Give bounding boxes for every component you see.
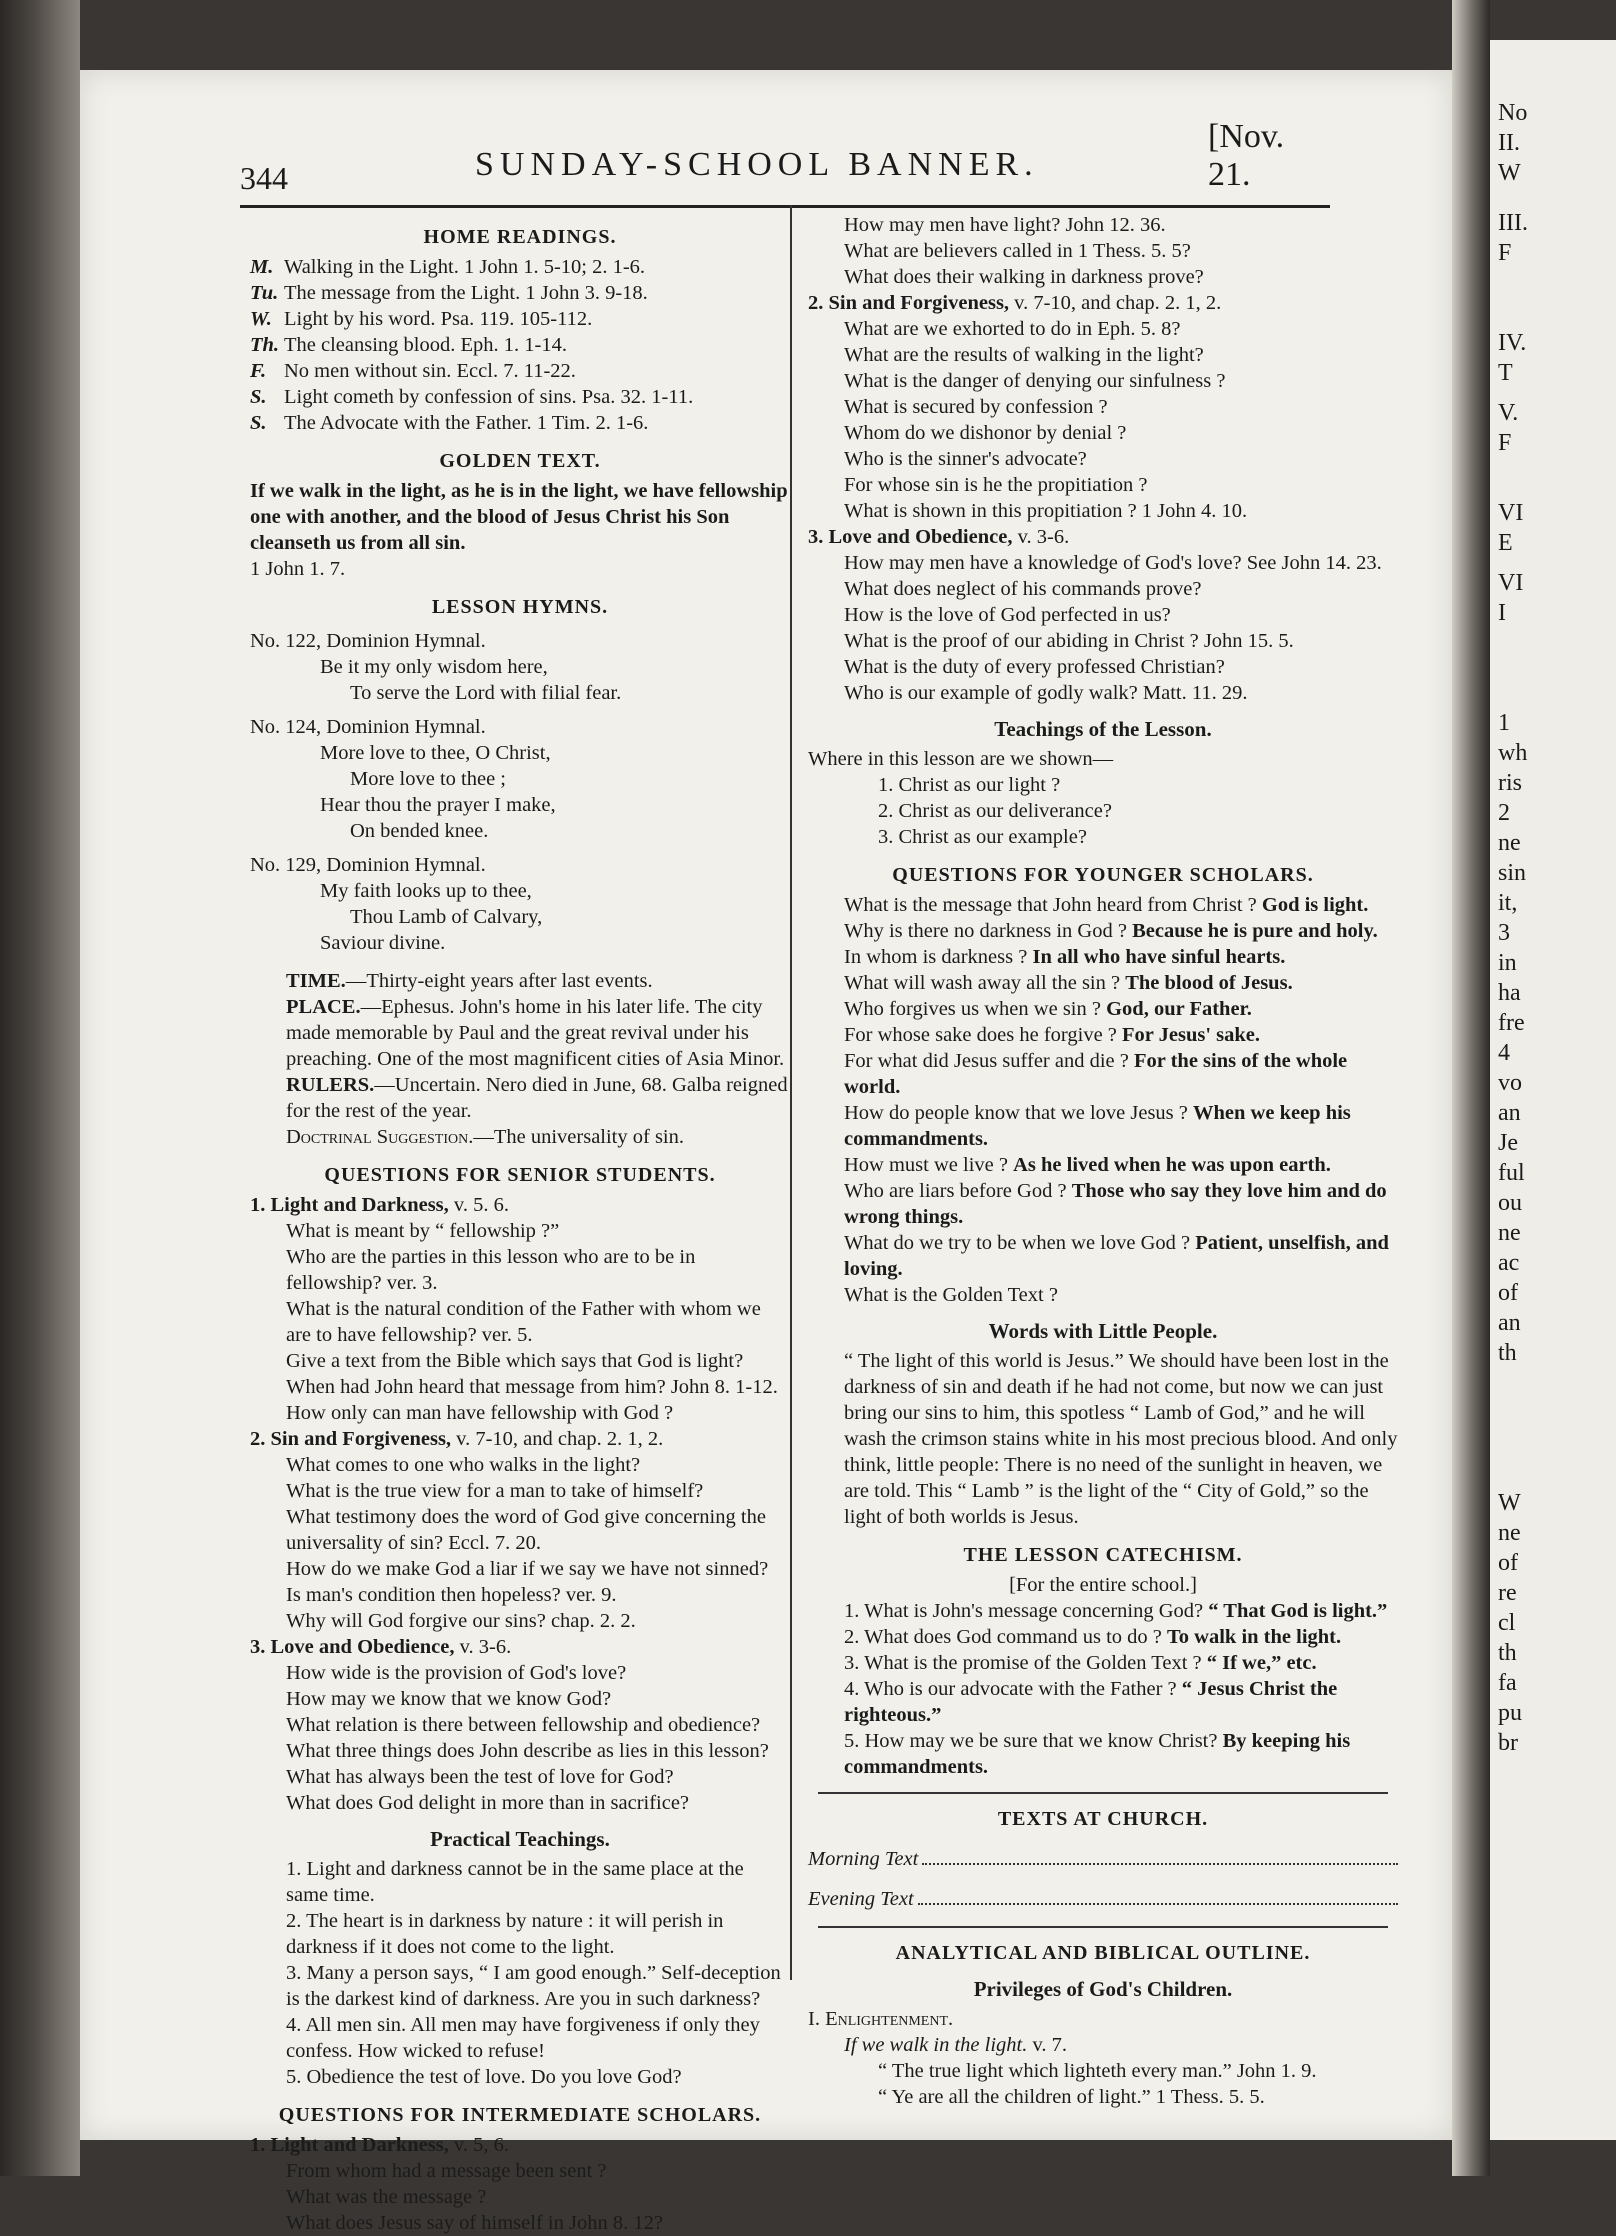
hymn-line: More love to thee ; — [350, 768, 506, 790]
next-page-fragment: T — [1498, 360, 1513, 386]
hymn-line: More love to thee, O Christ, — [320, 742, 551, 764]
doctrinal-para — [250, 1124, 790, 1150]
home-reading-item — [250, 254, 790, 280]
qa-item — [808, 892, 1398, 918]
golden-text-heading: GOLDEN TEXT. — [439, 450, 601, 472]
teachings-intro: Where in this lesson are we shown— — [808, 748, 1114, 770]
outline-i-text-line — [808, 2032, 1398, 2058]
question-item: What is the natural condition of the Father with whom we are to have fellowship? ver. 5. — [286, 1298, 761, 1346]
question-item: “ The true light which lighteth every man.” John 1. 9. — [878, 2060, 1317, 2082]
qa-question: 5. How may we be sure that we know Christ? — [844, 1730, 1218, 1752]
qa-question: What is the message that John heard from Christ ? — [844, 894, 1257, 916]
younger-qa-list — [808, 892, 1398, 1308]
next-page-fragment: of — [1498, 1550, 1518, 1576]
qa-item — [808, 1152, 1398, 1178]
left-column — [250, 212, 790, 2236]
question-item: What is meant by “ fellowship ?” — [286, 1220, 560, 1242]
qa-answer: For the sins of the whole world. — [844, 1050, 1348, 1098]
right-q3-list — [808, 550, 1398, 706]
qa-question: For whose sake does he forgive ? — [844, 1024, 1117, 1046]
reading-day: Th. — [250, 334, 280, 356]
qa-question: How must we live ? — [844, 1154, 1008, 1176]
question-item: Why will God forgive our sins? chap. 2. 2. — [286, 1610, 636, 1632]
qa-question: In whom is darkness ? — [844, 946, 1028, 968]
question-item: What is the proof of our abiding in Christ ? John 15. 5. — [844, 630, 1294, 652]
next-page-fragment: W — [1498, 1490, 1521, 1516]
next-page-fragment: ris — [1498, 770, 1522, 796]
intermediate-s1-title: 1. Light and Darkness, — [250, 2134, 449, 2156]
catechism-list — [808, 1598, 1398, 1780]
question-item: What relation is there between fellowship and obedience? — [286, 1714, 761, 1736]
qa-item — [808, 1282, 1398, 1308]
next-page-fragment: of — [1498, 1280, 1518, 1306]
hymn-line: Be it my only wisdom here, — [320, 656, 548, 678]
qa-item — [808, 1650, 1398, 1676]
next-page-fragment: ha — [1498, 980, 1521, 1006]
question-item: 3. Christ as our example? — [878, 826, 1087, 848]
next-page-fragment: F — [1498, 240, 1512, 266]
qa-question: What do we try to be when we love God ? — [844, 1232, 1191, 1254]
next-page-fragment: fa — [1498, 1670, 1517, 1696]
reading-day: M. — [250, 256, 274, 278]
question-item: 2. Christ as our deliverance? — [878, 800, 1112, 822]
hymn-line: My faith looks up to thee, — [320, 880, 532, 902]
right-s2 — [808, 290, 1398, 316]
next-page-fragment: ou — [1498, 1190, 1522, 1216]
question-item: What is shown in this propitiation ? 1 John 4. 10. — [844, 500, 1248, 522]
senior-s2 — [250, 1426, 790, 1452]
reading-text: Light cometh by confession of sins. Psa. 32. 1-11. — [284, 386, 694, 408]
younger-heading: QUESTIONS FOR YOUNGER SCHOLARS. — [892, 864, 1314, 886]
qa-question: Who are liars before God ? — [844, 1180, 1067, 1202]
senior-q3-list — [250, 1660, 790, 1816]
qa-answer: “ If we,” etc. — [1206, 1652, 1317, 1674]
book-binding — [0, 0, 80, 2176]
qa-answer: God, our Father. — [1106, 998, 1252, 1020]
next-page-fragment: ne — [1498, 1520, 1521, 1546]
next-page-edge — [1490, 40, 1616, 2140]
next-page-fragment: 3 — [1498, 920, 1510, 946]
qa-item — [808, 1598, 1398, 1624]
question-item: For whose sin is he the propitiation ? — [844, 474, 1148, 496]
hymn-line: Saviour divine. — [320, 932, 446, 954]
qa-item — [808, 1230, 1398, 1282]
qa-answer: When we keep his commandments. — [844, 1102, 1351, 1150]
time-text: —Thirty-eight years after last events. — [345, 970, 653, 992]
hymn-title: No. 122, Dominion Hymnal. — [250, 630, 486, 652]
question-item: 5. Obedience the test of love. Do you love God? — [286, 2066, 682, 2088]
outline-heading: ANALYTICAL AND BIBLICAL OUTLINE. — [895, 1942, 1311, 1964]
qa-item — [808, 1624, 1398, 1650]
reading-day: S. — [250, 386, 267, 408]
reading-text: Walking in the Light. 1 John 1. 5-10; 2. 1-6. — [284, 256, 646, 278]
hymn-line: On bended knee. — [350, 820, 489, 842]
reading-text: The Advocate with the Father. 1 Tim. 2. 1-6. — [284, 412, 649, 434]
outline-quotes — [808, 2058, 1398, 2110]
outline-point-i: I. Enlightenment. — [808, 2008, 954, 2030]
time-label: TIME. — [286, 970, 346, 992]
senior-s3-ref: v. 3-6. — [454, 1636, 512, 1658]
rulers-text: —Uncertain. Nero died in June, 68. Galba reigned for the rest of the year. — [286, 1074, 788, 1122]
question-item: What are the results of walking in the light? — [844, 344, 1204, 366]
next-page-fragment: E — [1498, 530, 1513, 556]
question-item: Who are the parties in this lesson who are to be in fellowship? ver. 3. — [286, 1246, 696, 1294]
right-s3-ref: v. 3-6. — [1012, 526, 1070, 548]
question-item: What does neglect of his commands prove? — [844, 578, 1202, 600]
question-item: What is secured by confession ? — [844, 396, 1108, 418]
doctrinal-label: Doctrinal Suggestion. — [286, 1126, 474, 1148]
catechism-sub: [For the entire school.] — [1009, 1574, 1197, 1596]
column-rule — [790, 205, 792, 1980]
question-item: What three things does John describe as lies in this lesson? — [286, 1740, 769, 1762]
home-reading-item — [250, 332, 790, 358]
section-divider-2 — [818, 1926, 1388, 1928]
hymn-line: Thou Lamb of Calvary, — [350, 906, 543, 928]
next-page-fragment: th — [1498, 1340, 1517, 1366]
texts-church-heading: TEXTS AT CHURCH. — [997, 1808, 1209, 1830]
question-item: What does their walking in darkness prove? — [844, 266, 1204, 288]
question-item: 4. All men sin. All men may have forgiveness if only they confess. How wicked to refuse! — [286, 2014, 760, 2062]
senior-s2-title: 2. Sin and Forgiveness, — [250, 1428, 452, 1450]
question-item: Whom do we dishonor by denial ? — [844, 422, 1127, 444]
next-page-fragment: 1 — [1498, 710, 1510, 736]
qa-item — [808, 970, 1398, 996]
rulers-label: RULERS. — [286, 1074, 375, 1096]
right-s3 — [808, 524, 1398, 550]
catechism-heading: THE LESSON CATECHISM. — [963, 1544, 1243, 1566]
question-item: Who is our example of godly walk? Matt. 11. 29. — [844, 682, 1248, 704]
running-title: SUNDAY-SCHOOL BANNER. — [475, 146, 1039, 183]
question-item: What testimony does the word of God give concerning the universality of sin? Eccl. 7. 20. — [286, 1506, 766, 1554]
teachings-heading: Teachings of the Lesson. — [994, 717, 1212, 741]
morning-text-label: Morning Text — [808, 1848, 919, 1870]
reading-text: No men without sin. Eccl. 7. 11-22. — [284, 360, 576, 382]
next-page-fragment: it, — [1498, 890, 1518, 916]
next-page-fragment: No — [1498, 100, 1528, 126]
golden-text: If we walk in the light, as he is in the light, we have fellowship one with another, and the blood of Jesus Christ his Son cleanseth us from all sin. — [250, 480, 788, 554]
lesson-hymns-heading: LESSON HYMNS. — [431, 596, 609, 618]
next-page-fragment: VI — [1498, 570, 1524, 596]
question-item: How may men have a knowledge of God's love? See John 14. 23. — [844, 552, 1382, 574]
home-reading-item — [250, 280, 790, 306]
right-column — [808, 212, 1398, 2110]
next-page-fragment: 2 — [1498, 800, 1510, 826]
qa-item — [808, 1728, 1398, 1780]
question-item: How may we know that we know God? — [286, 1688, 612, 1710]
question-item: From whom had a message been sent ? — [286, 2160, 607, 2182]
outline-i-ref: v. 7. — [1027, 2034, 1068, 2056]
next-page-fragment: ne — [1498, 1220, 1521, 1246]
senior-s1-title: 1. Light and Darkness, — [250, 1194, 449, 1216]
question-item: How do we make God a liar if we say we have not sinned? — [286, 1558, 769, 1580]
little-people-text: “ The light of this world is Jesus.” We should have been lost in the darkness of sin and death if he had not come, but now we can just bring our sins to him, this spotless “ Lamb of God,” and he will wash the crimson stains white in his most precious blood. And only think, little people: There is no need of the sunlight in heaven, we are told. This “ Lamb ” is the light of the “ City of Gold,” so the light of both worlds is Jesus. — [844, 1350, 1398, 1528]
next-page-fragment: re — [1498, 1580, 1517, 1606]
golden-text-ref: 1 John 1. 7. — [250, 558, 346, 580]
hymn-line: Hear thou the prayer I make, — [320, 794, 556, 816]
home-reading-item — [250, 306, 790, 332]
right-top-questions — [808, 212, 1398, 290]
senior-q1-list — [250, 1218, 790, 1426]
next-page-fragment: in — [1498, 950, 1517, 976]
question-item: What is the danger of denying our sinfulness ? — [844, 370, 1226, 392]
question-item: 1. Light and darkness cannot be in the same place at the same time. — [286, 1858, 744, 1906]
question-item: How may men have light? John 12. 36. — [844, 214, 1166, 236]
next-page-fragment: VI — [1498, 500, 1524, 526]
intermediate-s1-ref: v. 5, 6. — [448, 2134, 509, 2156]
qa-question: What will wash away all the sin ? — [844, 972, 1121, 994]
qa-answer: “ Jesus Christ the righteous.” — [844, 1678, 1338, 1726]
hymn-title: No. 129, Dominion Hymnal. — [250, 854, 486, 876]
outline-sub: Privileges of God's Children. — [973, 1977, 1233, 2001]
question-item: What is the true view for a man to take of himself? — [286, 1480, 704, 1502]
next-page-fragment: vo — [1498, 1070, 1522, 1096]
question-item: 3. Many a person says, “ I am good enough.” Self-deception is the darkest kind of darkness. Are you in such darkness? — [286, 1962, 781, 2010]
hymn-title: No. 124, Dominion Hymnal. — [250, 716, 486, 738]
qa-item — [808, 1100, 1398, 1152]
place-label: PLACE. — [286, 996, 361, 1018]
senior-s1-ref: v. 5. 6. — [448, 1194, 509, 1216]
qa-question: How do people know that we love Jesus ? — [844, 1102, 1188, 1124]
question-item: How is the love of God perfected in us? — [844, 604, 1171, 626]
book-gutter — [1452, 0, 1490, 2176]
question-item: What is the duty of every professed Christian? — [844, 656, 1225, 678]
qa-item — [808, 996, 1398, 1022]
qa-answer: “ That God is light.” — [1208, 1600, 1388, 1622]
question-item: Is man's condition then hopeless? ver. 9. — [286, 1584, 617, 1606]
time-para — [250, 968, 790, 994]
header-rule — [240, 205, 1330, 208]
right-s2-ref: v. 7-10, and chap. 2. 1, 2. — [1009, 292, 1222, 314]
qa-item — [808, 1676, 1398, 1728]
right-s2-title: 2. Sin and Forgiveness, — [808, 292, 1010, 314]
qa-item — [808, 1178, 1398, 1230]
hymn-list — [250, 628, 790, 956]
next-page-fragment: an — [1498, 1310, 1521, 1336]
question-item: What comes to one who walks in the light? — [286, 1454, 641, 1476]
question-item: 2. The heart is in darkness by nature : it will perish in darkness if it does not come to the light. — [286, 1910, 724, 1958]
teachings-list — [808, 772, 1398, 850]
next-page-fragment: ful — [1498, 1160, 1525, 1186]
senior-q2-list — [250, 1452, 790, 1634]
evening-text-line — [808, 1886, 1398, 1912]
evening-text-label: Evening Text — [808, 1888, 914, 1910]
question-item: What has always been the test of love for God? — [286, 1766, 674, 1788]
question-item: 1. Christ as our light ? — [878, 774, 1061, 796]
question-item: Who is the sinner's advocate? — [844, 448, 1087, 470]
question-item: What does Jesus say of himself in John 8. 12? — [286, 2212, 663, 2234]
question-item: What was the message ? — [286, 2186, 487, 2208]
outline-i-text: If we walk in the light. — [844, 2034, 1028, 2056]
question-item: How only can man have fellowship with God ? — [286, 1402, 674, 1424]
page-header — [240, 118, 1330, 196]
next-page-fragment: Je — [1498, 1130, 1518, 1156]
intermediate-heading: QUESTIONS FOR INTERMEDIATE SCHOLARS. — [278, 2104, 762, 2126]
question-item: “ Ye are all the children of light.” 1 Thess. 5. 5. — [878, 2086, 1265, 2108]
reading-day: S. — [250, 412, 267, 434]
qa-item — [808, 944, 1398, 970]
doctrinal-text: —The universality of sin. — [473, 1126, 684, 1148]
next-page-fragment: pu — [1498, 1700, 1522, 1726]
qa-answer: As he lived when he was upon earth. — [1013, 1154, 1331, 1176]
intermediate-s1 — [250, 2132, 790, 2158]
qa-item — [808, 1022, 1398, 1048]
qa-item — [808, 918, 1398, 944]
qa-answer: In all who have sinful hearts. — [1032, 946, 1286, 968]
hymn-line: To serve the Lord with filial fear. — [350, 682, 622, 704]
next-page-fragment: II. — [1498, 130, 1520, 156]
practical-list — [250, 1856, 790, 2090]
home-reading-item — [250, 410, 790, 436]
qa-question: Why is there no darkness in God ? — [844, 920, 1127, 942]
qa-question: What is the Golden Text ? — [844, 1284, 1058, 1306]
running-date: [Nov. 21. — [1208, 118, 1285, 193]
qa-answer: To walk in the light. — [1167, 1626, 1342, 1648]
right-s3-title: 3. Love and Obedience, — [808, 526, 1013, 548]
home-reading-item — [250, 384, 790, 410]
place-text: —Ephesus. John's home in his later life. The city made memorable by Paul and the great revival under his preaching. One of the most magnificent cities of Asia Minor. — [286, 996, 785, 1070]
next-page-fragment: I — [1498, 600, 1506, 626]
senior-s2-ref: v. 7-10, and chap. 2. 1, 2. — [451, 1428, 664, 1450]
qa-answer: Those who say they love him and do wrong things. — [844, 1180, 1387, 1228]
next-page-fragment: F — [1498, 430, 1512, 456]
right-q2-list — [808, 316, 1398, 524]
reading-text: The cleansing blood. Eph. 1. 1-14. — [284, 334, 567, 356]
next-page-fragment: W — [1498, 160, 1521, 186]
reading-text: The message from the Light. 1 John 3. 9-18. — [284, 282, 648, 304]
section-divider — [818, 1792, 1388, 1794]
senior-s3-title: 3. Love and Obedience, — [250, 1636, 455, 1658]
qa-item — [808, 1048, 1398, 1100]
question-item: What are we exhorted to do in Eph. 5. 8? — [844, 318, 1181, 340]
qa-question: Who forgives us when we sin ? — [844, 998, 1101, 1020]
home-readings-list — [250, 254, 790, 436]
next-page-fragment: sin — [1498, 860, 1527, 886]
next-page-fragment: fre — [1498, 1010, 1525, 1036]
next-page-fragment: br — [1498, 1730, 1518, 1756]
qa-answer: God is light. — [1261, 894, 1369, 916]
home-reading-item — [250, 358, 790, 384]
qa-answer: Because he is pure and holy. — [1132, 920, 1378, 942]
next-page-fragment: IV. — [1498, 330, 1527, 356]
senior-heading: QUESTIONS FOR SENIOR STUDENTS. — [324, 1164, 716, 1186]
qa-question: 2. What does God command us to do ? — [844, 1626, 1162, 1648]
intermediate-q1-list — [250, 2158, 790, 2236]
question-item: Give a text from the Bible which says that God is light? — [286, 1350, 744, 1372]
senior-s1 — [250, 1192, 790, 1218]
practical-heading: Practical Teachings. — [430, 1827, 610, 1851]
next-page-fragment: III. — [1498, 210, 1528, 236]
home-readings-heading: HOME READINGS. — [423, 226, 617, 248]
question-item: How wide is the provision of God's love? — [286, 1662, 627, 1684]
rulers-para — [250, 1072, 790, 1124]
reading-day: Tu. — [250, 282, 279, 304]
little-people-heading: Words with Little People. — [988, 1319, 1218, 1343]
next-page-fragment: ac — [1498, 1250, 1520, 1276]
next-page-fragment: th — [1498, 1640, 1517, 1666]
qa-answer: For Jesus' sake. — [1122, 1024, 1261, 1046]
morning-text-line — [808, 1846, 1398, 1872]
qa-answer: Patient, unselfish, and loving. — [844, 1232, 1389, 1280]
qa-answer: By keeping his commandments. — [844, 1730, 1351, 1778]
senior-s3 — [250, 1634, 790, 1660]
question-item: What does God delight in more than in sacrifice? — [286, 1792, 690, 1814]
next-page-fragment: V. — [1498, 400, 1519, 426]
reading-day: W. — [250, 308, 272, 330]
next-page-fragment: an — [1498, 1100, 1521, 1126]
next-page-fragment: ne — [1498, 830, 1521, 856]
next-page-fragment: 4 — [1498, 1040, 1510, 1066]
qa-question: 4. Who is our advocate with the Father ? — [844, 1678, 1177, 1700]
next-page-fragment: wh — [1498, 740, 1528, 766]
question-item: What are believers called in 1 Thess. 5. 5? — [844, 240, 1191, 262]
qa-question: 1. What is John's message concerning God? — [844, 1600, 1204, 1622]
next-page-fragment: cl — [1498, 1610, 1516, 1636]
qa-question: For what did Jesus suffer and die ? — [844, 1050, 1129, 1072]
reading-day: F. — [250, 360, 267, 382]
reading-text: Light by his word. Psa. 119. 105-112. — [284, 308, 593, 330]
qa-answer: The blood of Jesus. — [1125, 972, 1293, 994]
place-para — [250, 994, 790, 1072]
qa-question: 3. What is the promise of the Golden Text ? — [844, 1652, 1202, 1674]
question-item: When had John heard that message from him? John 8. 1-12. — [286, 1376, 778, 1398]
page-number: 344 — [240, 160, 288, 196]
